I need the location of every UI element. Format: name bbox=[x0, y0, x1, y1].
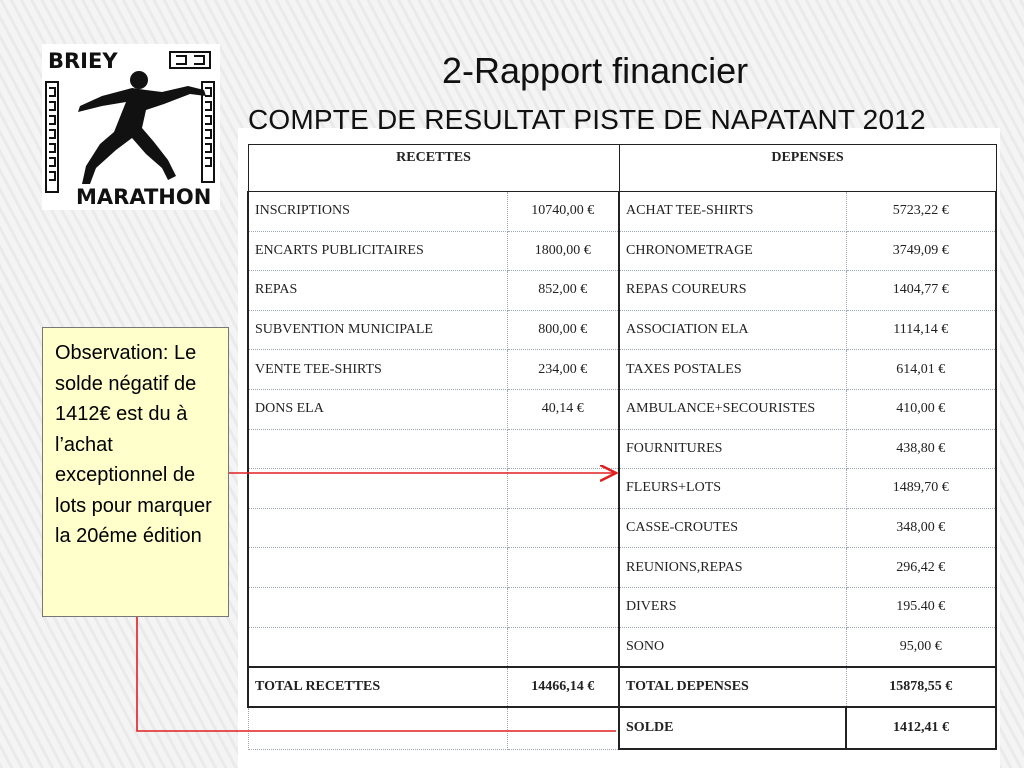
table-row bbox=[248, 587, 996, 627]
table-row bbox=[248, 310, 996, 350]
depense-amount: 1404,77 € bbox=[846, 271, 996, 311]
total-depenses-amount: 15878,55 € bbox=[846, 667, 996, 707]
financial-table bbox=[247, 144, 997, 750]
logo-top-text: BRIEY bbox=[48, 49, 118, 73]
depense-label: CASSE-CROUTES bbox=[619, 508, 846, 548]
depense-amount: 296,42 € bbox=[846, 548, 996, 588]
recette-amount: 1800,00 € bbox=[507, 231, 619, 271]
depense-amount: 438,80 € bbox=[846, 429, 996, 469]
total-depenses-label: TOTAL DEPENSES bbox=[619, 667, 846, 707]
depense-amount: 348,00 € bbox=[846, 508, 996, 548]
depense-amount: 5723,22 € bbox=[846, 192, 996, 232]
depense-label: ASSOCIATION ELA bbox=[619, 310, 846, 350]
recette-label bbox=[248, 469, 507, 509]
recette-amount bbox=[507, 587, 619, 627]
depense-label: ACHAT TEE-SHIRTS bbox=[619, 192, 846, 232]
runner-figure bbox=[78, 71, 206, 184]
recette-label bbox=[248, 587, 507, 627]
recette-label: REPAS bbox=[248, 271, 507, 311]
page-subtitle: COMPTE DE RESULTAT PISTE DE NAPATANT 2012 bbox=[248, 104, 926, 135]
recette-label bbox=[248, 627, 507, 667]
depense-label: FLEURS+LOTS bbox=[619, 469, 846, 509]
page-title: 2-Rapport financier bbox=[442, 50, 749, 91]
depenses-header: DEPENSES bbox=[619, 145, 996, 192]
depense-label: REUNIONS,REPAS bbox=[619, 548, 846, 588]
observation-note: Observation: Le solde négatif de 1412€ est du à l’achat exceptionnel de lots pour marquer la 20éme édition bbox=[42, 327, 229, 617]
recette-amount: 234,00 € bbox=[507, 350, 619, 390]
depense-label: REPAS COUREURS bbox=[619, 271, 846, 311]
depense-label: FOURNITURES bbox=[619, 429, 846, 469]
recette-amount bbox=[507, 508, 619, 548]
recette-amount bbox=[507, 429, 619, 469]
recette-label: SUBVENTION MUNICIPALE bbox=[248, 310, 507, 350]
recette-amount bbox=[507, 469, 619, 509]
solde-empty-cell bbox=[248, 707, 507, 749]
depense-amount: 1489,70 € bbox=[846, 469, 996, 509]
recette-label: ENCARTS PUBLICITAIRES bbox=[248, 231, 507, 271]
recette-label bbox=[248, 548, 507, 588]
table-row bbox=[248, 429, 996, 469]
table-row bbox=[248, 271, 996, 311]
table-header-row bbox=[248, 145, 996, 192]
table-row bbox=[248, 389, 996, 429]
recette-amount bbox=[507, 627, 619, 667]
recette-label: INSCRIPTIONS bbox=[248, 192, 507, 232]
depense-amount: 3749,09 € bbox=[846, 231, 996, 271]
recette-amount: 852,00 € bbox=[507, 271, 619, 311]
table-row bbox=[248, 231, 996, 271]
solde-amount: 1412,41 € bbox=[846, 707, 996, 749]
total-recettes-amount: 14466,14 € bbox=[507, 667, 619, 707]
total-recettes-label: TOTAL RECETTES bbox=[248, 667, 507, 707]
recette-label bbox=[248, 429, 507, 469]
depense-label: CHRONOMETRAGE bbox=[619, 231, 846, 271]
recettes-header: RECETTES bbox=[248, 145, 619, 192]
briey-marathon-logo bbox=[42, 44, 220, 210]
recette-label bbox=[248, 508, 507, 548]
depense-label: DIVERS bbox=[619, 587, 846, 627]
recette-amount bbox=[507, 548, 619, 588]
depense-amount: 1114,14 € bbox=[846, 310, 996, 350]
depense-label: SONO bbox=[619, 627, 846, 667]
depense-amount: 614,01 € bbox=[846, 350, 996, 390]
solde-label: SOLDE bbox=[619, 707, 846, 749]
table-row bbox=[248, 350, 996, 390]
recette-amount: 10740,00 € bbox=[507, 192, 619, 232]
solde-empty-cell bbox=[507, 707, 619, 749]
logo-bottom-text: MARATHON bbox=[76, 185, 212, 209]
recette-label: DONS ELA bbox=[248, 389, 507, 429]
recette-amount: 40,14 € bbox=[507, 389, 619, 429]
recette-amount: 800,00 € bbox=[507, 310, 619, 350]
table-row bbox=[248, 192, 996, 232]
table-row bbox=[248, 627, 996, 667]
depense-label: TAXES POSTALES bbox=[619, 350, 846, 390]
table-row bbox=[248, 469, 996, 509]
depense-amount: 95,00 € bbox=[846, 627, 996, 667]
depense-amount: 195.40 € bbox=[846, 587, 996, 627]
depense-label: AMBULANCE+SECOURISTES bbox=[619, 389, 846, 429]
solde-row bbox=[248, 707, 996, 749]
total-row bbox=[248, 667, 996, 707]
recette-label: VENTE TEE-SHIRTS bbox=[248, 350, 507, 390]
table-row bbox=[248, 548, 996, 588]
depense-amount: 410,00 € bbox=[846, 389, 996, 429]
table-row bbox=[248, 508, 996, 548]
